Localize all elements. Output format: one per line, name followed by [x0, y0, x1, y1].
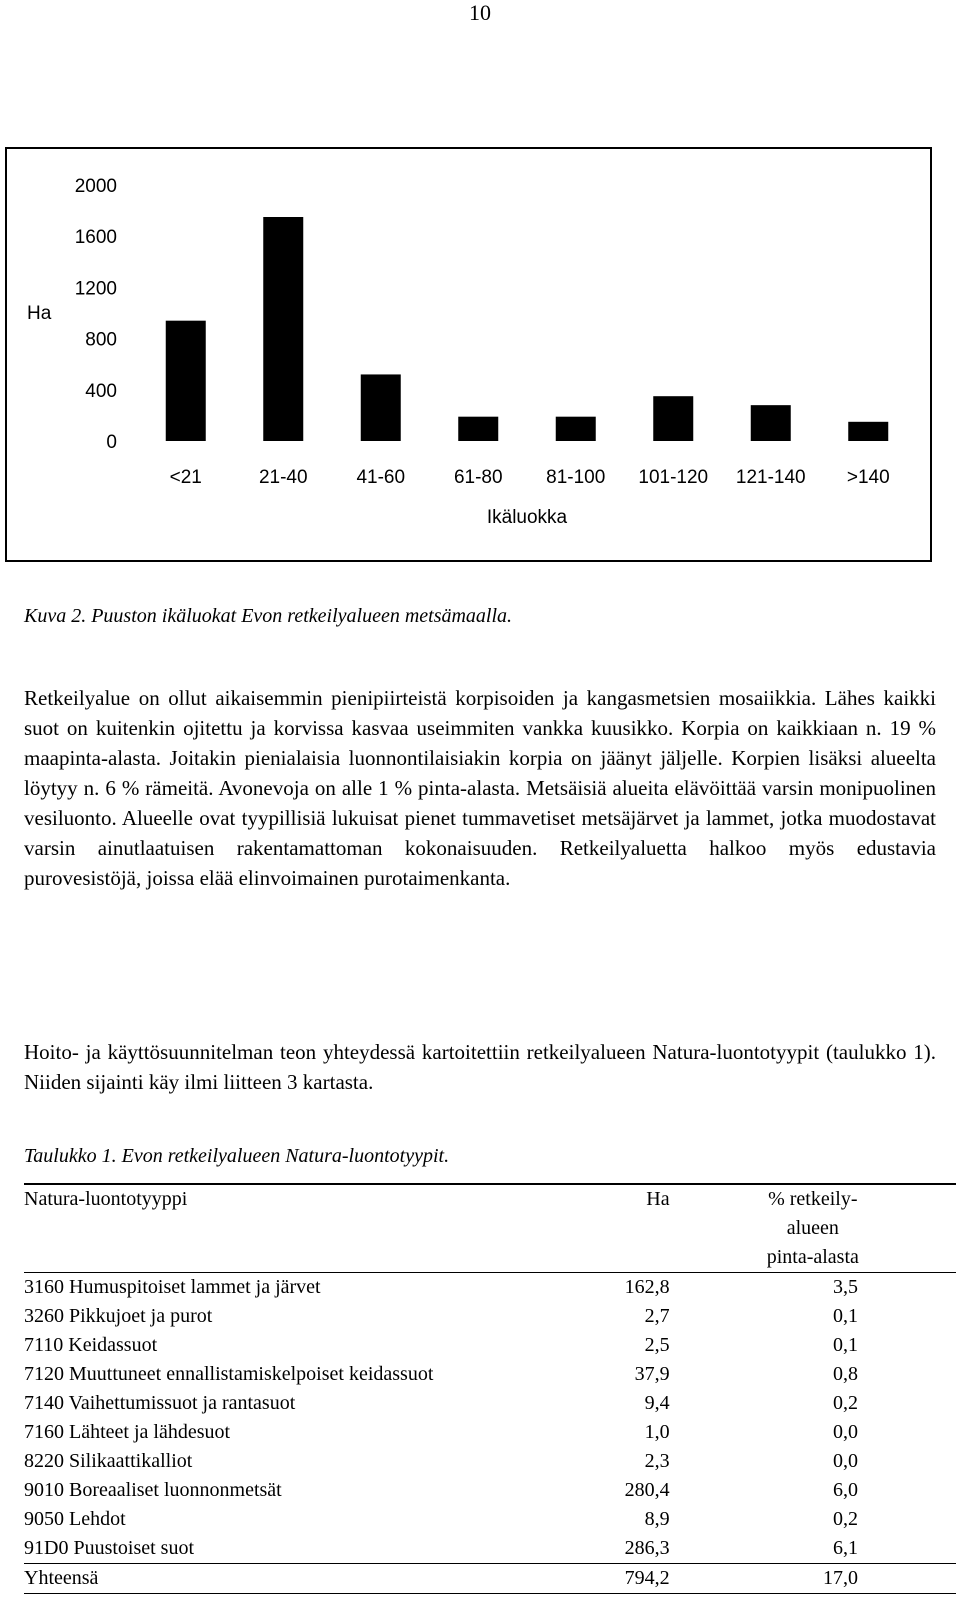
page-number: 10 — [469, 0, 491, 25]
table-row — [24, 1302, 956, 1331]
body-paragraph-2: Hoito- ja käyttösuunnitelman teon yhteydessä kartoitettiin retkeilyalueen Natura-luontotyypit (taulukko 1). Niiden sijainti käy ilmi liitteen 3 kartasta. — [24, 1040, 936, 1094]
table-row — [24, 1476, 956, 1505]
table-caption: Taulukko 1. Evon retkeilyalueen Natura-luontotyypit. — [24, 1145, 450, 1167]
table-row — [24, 1389, 956, 1418]
table-row — [24, 1331, 956, 1360]
bar — [556, 417, 596, 441]
y-tick-label: 1200 — [74, 278, 117, 300]
header-habitat-type: Natura-luontotyyppi — [24, 1184, 558, 1273]
row-percent: 0,2 — [833, 1508, 858, 1530]
table-row — [24, 1534, 956, 1564]
row-habitat-type: 7140 Vaihettumissuot ja rantasuot — [24, 1392, 296, 1414]
row-percent: 0,0 — [833, 1450, 858, 1472]
row-ha: 2,5 — [644, 1334, 670, 1356]
table-row — [24, 1447, 956, 1476]
age-class-bar-chart — [5, 147, 932, 562]
bar — [848, 422, 888, 441]
x-tick-label: <21 — [169, 467, 202, 488]
row-ha: 1,0 — [644, 1421, 670, 1443]
header-ha: Ha — [558, 1184, 669, 1273]
table-total-row — [24, 1564, 956, 1594]
figure-caption: Kuva 2. Puuston ikäluokat Evon retkeilyalueen metsämaalla. — [24, 605, 513, 627]
y-tick-label: 1600 — [74, 227, 117, 249]
x-tick-label: 41-60 — [356, 467, 406, 488]
row-ha: 2,3 — [644, 1450, 670, 1472]
y-tick-label: 400 — [85, 380, 117, 402]
row-habitat-type: 3260 Pikkujoet ja purot — [24, 1305, 213, 1327]
x-tick-label: 101-120 — [638, 467, 709, 488]
header-percent-line-1: % retkeily- — [768, 1188, 858, 1210]
chart-svg — [7, 149, 930, 560]
bar — [653, 396, 693, 441]
row-percent: 0,2 — [833, 1392, 858, 1414]
x-tick-label: 21-40 — [258, 467, 308, 488]
row-habitat-type: 7160 Lähteet ja lähdesuot — [24, 1421, 231, 1443]
bar — [458, 417, 498, 441]
row-percent: 0,8 — [833, 1363, 858, 1385]
table-header-row — [24, 1184, 956, 1273]
y-tick-label: 2000 — [74, 176, 117, 197]
row-habitat-type: 9010 Boreaaliset luonnonmetsät — [24, 1479, 282, 1501]
row-ha: 162,8 — [624, 1276, 670, 1298]
y-axis-label: Ha — [27, 303, 52, 324]
header-percent-line-3: pinta-alasta — [766, 1246, 859, 1268]
bar — [751, 405, 791, 441]
row-habitat-type: 3160 Humuspitoiset lammet ja järvet — [24, 1276, 321, 1298]
row-percent: 3,5 — [833, 1276, 858, 1298]
row-ha: 37,9 — [634, 1363, 670, 1385]
row-ha: 8,9 — [644, 1508, 670, 1530]
y-tick-label: 0 — [106, 432, 117, 453]
row-habitat-type: 9050 Lehdot — [24, 1508, 126, 1530]
x-tick-label: 81-100 — [546, 467, 606, 488]
header-percent-line-2: alueen — [786, 1217, 839, 1239]
bar — [263, 217, 303, 441]
header-percent — [670, 1184, 956, 1273]
total-label: Yhteensä — [24, 1564, 558, 1594]
row-habitat-type: 7120 Muuttuneet ennallistamiskelpoiset keidassuot — [24, 1363, 434, 1385]
y-tick-label: 800 — [85, 329, 117, 351]
row-ha: 280,4 — [624, 1479, 670, 1501]
row-habitat-type: 8220 Silikaattikalliot — [24, 1450, 193, 1472]
natura-habitat-table — [24, 1183, 956, 1594]
row-ha: 2,7 — [644, 1305, 670, 1327]
row-percent: 6,1 — [833, 1537, 858, 1559]
row-habitat-type: 91D0 Puustoiset suot — [24, 1537, 195, 1559]
row-habitat-type: 7110 Keidassuot — [24, 1334, 158, 1356]
row-percent: 6,0 — [833, 1479, 858, 1501]
table-row — [24, 1418, 956, 1447]
bar — [361, 374, 401, 441]
row-ha: 286,3 — [624, 1537, 670, 1559]
x-tick-label: >140 — [846, 467, 890, 488]
x-tick-label: 61-80 — [453, 467, 503, 488]
row-percent: 0,0 — [833, 1421, 858, 1443]
x-tick-label: 121-140 — [735, 467, 806, 488]
table-row — [24, 1273, 956, 1303]
row-ha: 9,4 — [644, 1392, 670, 1414]
total-percent: 17,0 — [670, 1564, 956, 1594]
bar — [166, 321, 206, 441]
row-percent: 0,1 — [833, 1305, 858, 1327]
x-axis-label: Ikäluokka — [486, 507, 568, 528]
row-percent: 0,1 — [833, 1334, 858, 1356]
total-ha: 794,2 — [558, 1564, 669, 1594]
table-row — [24, 1360, 956, 1389]
table-row — [24, 1505, 956, 1534]
body-paragraph-1: Retkeilyalue on ollut aikaisemmin pienipiirteistä korpisoiden ja kangasmetsien mosaiikkia. Lähes kaikki suot on kuitenkin ojitettu ja korvissa kasvaa useimmiten vankka kuusikko. Korpia on kaikkiaan n. 19 % maapinta-alasta. Joitakin pienialaisia luonnontilaisiakin korpia on jäänyt jäljelle. Korpien lisäksi alueelta löytyy n. 6 % rämeitä. Avonevoja on alle 1 % pinta-alasta. Metsäisiä alueita elävöittää varsin monipuolinen vesiluonto. Alueelle ovat tyypillisiä lukuisat pienet tummavetiset metsäjärvet ja lammet, jotka muodostavat varsin ainutlaatuisen rakentamattoman kokonaisuuden. Retkeilyaluetta halkoo myös edustavia purovesistöjä, joissa elää elinvoimainen purotaimenkanta. — [24, 686, 936, 890]
